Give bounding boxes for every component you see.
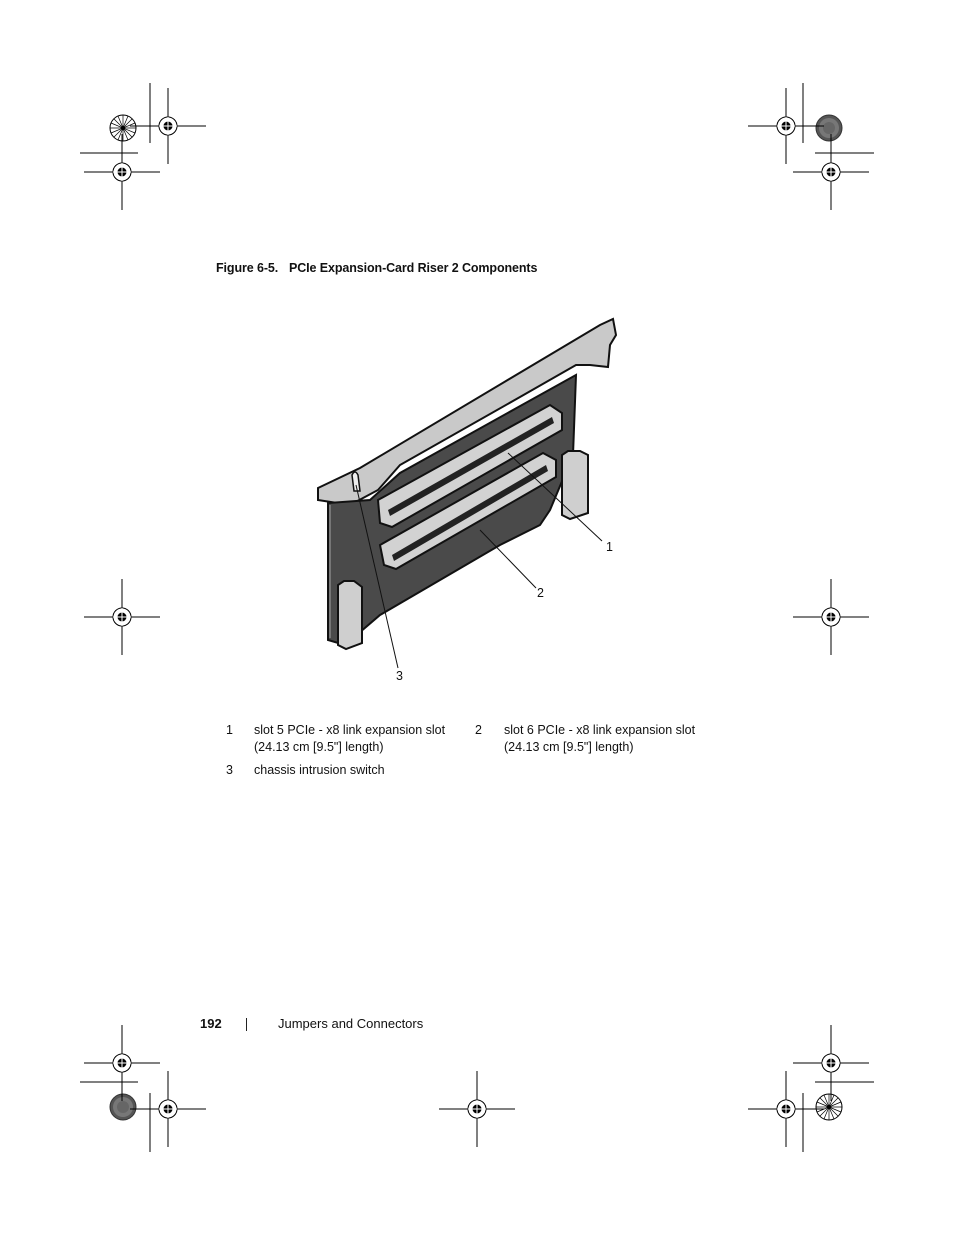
callout-1: 1 xyxy=(606,540,613,554)
legend-text: slot 5 PCIe - x8 link expansion slot (24.13 cm [9.5"] length) xyxy=(254,723,446,754)
figure-title: PCIe Expansion-Card Riser 2 Components xyxy=(289,261,538,275)
legend-number: 1 xyxy=(226,723,233,737)
legend-text: chassis intrusion switch xyxy=(254,763,385,777)
legend-text: slot 6 PCIe - x8 link expansion slot (24.13 cm [9.5"] length) xyxy=(504,723,696,754)
legend-number: 3 xyxy=(226,763,233,777)
right-card-guide xyxy=(562,451,588,519)
legend-number: 2 xyxy=(475,723,482,737)
callout-2: 2 xyxy=(537,586,544,600)
section-title: Jumpers and Connectors xyxy=(278,1016,424,1031)
page-number: 192 xyxy=(200,1016,222,1031)
left-card-guide xyxy=(338,581,362,649)
riser-card-illustration xyxy=(300,305,640,690)
figure-number: Figure 6-5. xyxy=(216,261,279,275)
callout-3: 3 xyxy=(396,669,403,683)
footer-separator xyxy=(246,1018,247,1031)
figure-caption xyxy=(216,261,537,275)
